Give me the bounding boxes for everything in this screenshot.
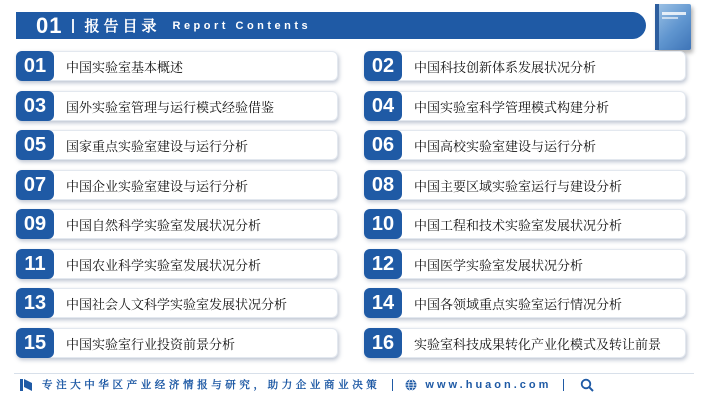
toc-item-number: 10 xyxy=(364,209,402,239)
toc-item[interactable] xyxy=(16,51,338,81)
toc-item[interactable] xyxy=(16,91,338,121)
toc-item-number: 15 xyxy=(16,328,54,358)
toc-item-number: 07 xyxy=(16,170,54,200)
toc-item[interactable] xyxy=(364,170,686,200)
toc-item-number: 09 xyxy=(16,209,54,239)
website-link[interactable]: www.huaon.com xyxy=(425,378,552,391)
toc-item[interactable] xyxy=(16,209,338,239)
toc-item-number: 14 xyxy=(364,288,402,318)
toc-item[interactable] xyxy=(16,328,338,358)
footer xyxy=(14,373,694,395)
toc-item-number: 16 xyxy=(364,328,402,358)
toc-item-label: 中国科技创新体系发展状况分析 xyxy=(414,60,597,76)
toc-item[interactable] xyxy=(16,170,338,200)
toc-item-label: 中国实验室基本概述 xyxy=(66,60,184,76)
book-title-line xyxy=(662,12,686,15)
toc-item[interactable] xyxy=(364,209,686,239)
book-title-line xyxy=(662,17,678,19)
search-icon[interactable] xyxy=(580,378,594,392)
toc-item-number: 04 xyxy=(364,91,402,121)
page-title: 报告目录 xyxy=(84,17,161,35)
toc-item-number: 08 xyxy=(364,170,402,200)
toc-item-label: 中国实验室科学管理模式构建分析 xyxy=(414,100,610,116)
toc-item-label: 中国农业科学实验室发展状况分析 xyxy=(66,258,262,274)
toc-item-label: 中国主要区域实验室运行与建设分析 xyxy=(414,179,623,195)
report-cover-image xyxy=(655,4,691,50)
toc-item-label: 国家重点实验室建设与运行分析 xyxy=(66,139,249,155)
toc-item-number: 02 xyxy=(364,51,402,81)
toc-item[interactable] xyxy=(364,91,686,121)
toc-grid xyxy=(16,51,686,363)
toc-item-label: 中国自然科学实验室发展状况分析 xyxy=(66,218,262,234)
toc-item-label: 中国各领域重点实验室运行情况分析 xyxy=(414,297,623,313)
footer-slogan: 专注大中华区产业经济情报与研究，助力企业商业决策 xyxy=(42,379,381,391)
globe-icon xyxy=(405,379,417,391)
toc-item[interactable] xyxy=(364,288,686,318)
page-subtitle: Report Contents xyxy=(172,19,312,32)
toc-item-number: 12 xyxy=(364,249,402,279)
toc-item-label: 中国社会人文科学实验室发展状况分析 xyxy=(66,297,288,313)
toc-item[interactable] xyxy=(16,130,338,160)
toc-item-number: 13 xyxy=(16,288,54,318)
section-number: 01 xyxy=(36,12,63,38)
toc-item-label: 中国高校实验室建设与运行分析 xyxy=(414,139,597,155)
logo-icon xyxy=(20,379,32,391)
toc-item-label: 中国工程和技术实验室发展状况分析 xyxy=(414,218,623,234)
toc-item-label: 中国企业实验室建设与运行分析 xyxy=(66,179,249,195)
footer-divider xyxy=(392,379,393,391)
toc-item[interactable] xyxy=(16,288,338,318)
header-bar xyxy=(16,12,646,39)
book-spine xyxy=(655,4,659,50)
toc-item[interactable] xyxy=(16,249,338,279)
toc-item-number: 06 xyxy=(364,130,402,160)
toc-item-number: 05 xyxy=(16,130,54,160)
toc-item[interactable] xyxy=(364,328,686,358)
toc-item[interactable] xyxy=(364,130,686,160)
toc-item-number: 11 xyxy=(16,249,54,279)
header-divider xyxy=(72,19,74,33)
toc-item-label: 中国实验室行业投资前景分析 xyxy=(66,337,236,353)
toc-item-label: 实验室科技成果转化产业化模式及转让前景 xyxy=(414,337,662,353)
footer-divider xyxy=(563,379,564,391)
toc-item-number: 03 xyxy=(16,91,54,121)
toc-item-number: 01 xyxy=(16,51,54,81)
toc-item-label: 中国医学实验室发展状况分析 xyxy=(414,258,584,274)
toc-item[interactable] xyxy=(364,51,686,81)
toc-item[interactable] xyxy=(364,249,686,279)
toc-item-label: 国外实验室管理与运行模式经验借鉴 xyxy=(66,100,275,116)
